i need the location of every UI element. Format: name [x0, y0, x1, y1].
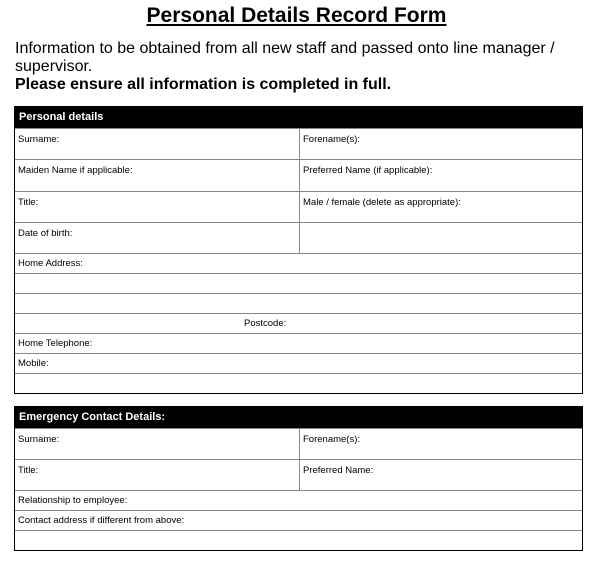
home-telephone-field[interactable] — [15, 334, 582, 353]
ec-surname-field[interactable] — [15, 429, 300, 459]
ec-blank-field[interactable] — [15, 531, 582, 550]
ec-preferred-name-field[interactable] — [300, 460, 582, 490]
home-telephone-label: Home Telephone: — [18, 338, 93, 349]
home-address-label: Home Address: — [18, 258, 83, 269]
ec-surname-label: Surname: — [18, 434, 60, 445]
address-line-2-field[interactable] — [15, 274, 582, 293]
postcode-field[interactable] — [15, 314, 582, 333]
surname-field[interactable] — [15, 129, 300, 159]
mobile-field[interactable] — [15, 354, 582, 373]
emergency-contact-section — [14, 406, 583, 551]
row-maiden-preferred — [15, 159, 582, 191]
row-ec-title-preferred — [15, 459, 582, 490]
instruction-text: Please ensure all information is completed in full. — [15, 76, 392, 93]
ec-preferred-name-label: Preferred Name: — [303, 465, 374, 476]
ec-forenames-field[interactable] — [300, 429, 582, 459]
ec-relationship-field[interactable] — [15, 491, 582, 510]
forenames-field[interactable] — [300, 129, 582, 159]
gender-field[interactable] — [300, 192, 582, 222]
row-ec-contact-address — [15, 510, 582, 530]
row-home-telephone — [15, 333, 582, 353]
dob-field[interactable] — [15, 223, 300, 253]
forenames-label: Forename(s): — [303, 134, 361, 145]
ec-relationship-label: Relationship to employee: — [18, 495, 128, 506]
preferred-name-field[interactable] — [300, 160, 582, 191]
row-dob — [15, 222, 582, 253]
preferred-name-label: Preferred Name (if applicable): — [303, 165, 433, 176]
row-ec-blank — [15, 530, 582, 550]
row-home-address — [15, 253, 582, 273]
title-label: Title: — [18, 197, 39, 208]
row-address-line-2 — [15, 273, 582, 293]
mobile-label: Mobile: — [18, 358, 49, 369]
row-blank — [15, 373, 582, 393]
maiden-name-label: Maiden Name if applicable: — [18, 165, 133, 176]
row-postcode — [15, 313, 582, 333]
dob-label: Date of birth: — [18, 228, 73, 239]
row-surname-forenames — [15, 128, 582, 159]
gender-label: Male / female (delete as appropriate): — [303, 197, 461, 208]
row-ec-surname-forenames — [15, 428, 582, 459]
surname-label: Surname: — [18, 134, 60, 145]
home-address-field[interactable] — [15, 254, 582, 273]
row-mobile — [15, 353, 582, 373]
row-address-line-3 — [15, 293, 582, 313]
personal-details-header: Personal details — [15, 107, 582, 128]
ec-contact-address-field[interactable] — [15, 511, 582, 530]
emergency-contact-header: Emergency Contact Details: — [15, 407, 582, 428]
intro-text: Information to be obtained from all new staff and passed onto line manager / supervisor. — [15, 40, 555, 75]
title-field[interactable] — [15, 192, 300, 222]
ec-contact-address-label: Contact address if different from above: — [18, 515, 185, 526]
maiden-name-field[interactable] — [15, 160, 300, 191]
dob-blank-field[interactable] — [300, 223, 582, 253]
form-title: Personal Details Record Form — [146, 4, 447, 27]
row-ec-relationship — [15, 490, 582, 510]
blank-field[interactable] — [15, 374, 582, 393]
row-title-gender — [15, 191, 582, 222]
address-line-3-field[interactable] — [15, 294, 582, 313]
ec-title-field[interactable] — [15, 460, 300, 490]
postcode-label: Postcode: — [244, 318, 287, 329]
personal-details-section — [14, 106, 583, 394]
ec-forenames-label: Forename(s): — [303, 434, 361, 445]
ec-title-label: Title: — [18, 465, 39, 476]
